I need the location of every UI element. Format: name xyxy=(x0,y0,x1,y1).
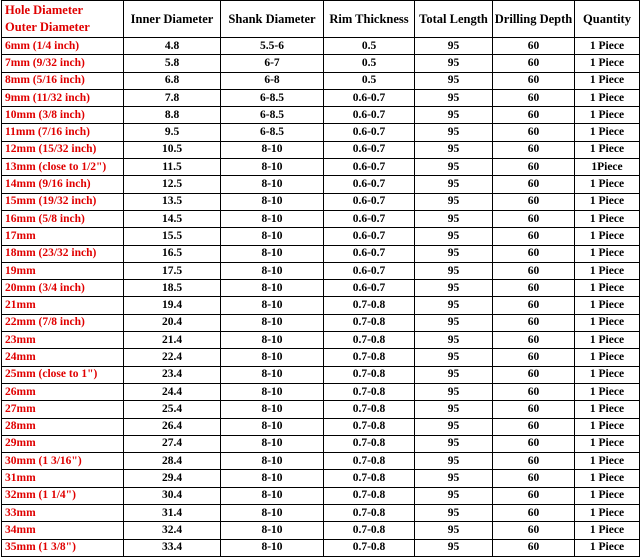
rim-thickness-cell: 0.6-0.7 xyxy=(324,193,415,210)
rim-thickness-cell: 0.7-0.8 xyxy=(324,487,415,504)
shank-diameter-cell: 8-10 xyxy=(221,435,324,452)
drilling-depth-cell: 60 xyxy=(493,366,575,383)
table-row xyxy=(2,38,640,55)
drilling-depth-cell: 60 xyxy=(493,383,575,400)
table-row xyxy=(2,159,640,176)
inner-diameter-cell: 5.8 xyxy=(124,55,221,72)
shank-diameter-cell: 8-10 xyxy=(221,349,324,366)
quantity-cell: 1 Piece xyxy=(575,470,640,487)
hole-outer-diameter-cell: 19mm xyxy=(2,262,124,279)
total-length-cell: 95 xyxy=(415,176,493,193)
total-length-cell: 95 xyxy=(415,159,493,176)
inner-diameter-cell: 27.4 xyxy=(124,435,221,452)
hole-outer-diameter-cell: 24mm xyxy=(2,349,124,366)
table-row xyxy=(2,124,640,141)
quantity-cell: 1Piece xyxy=(575,159,640,176)
table-row xyxy=(2,280,640,297)
rim-thickness-cell: 0.7-0.8 xyxy=(324,349,415,366)
inner-diameter-cell: 13.5 xyxy=(124,193,221,210)
quantity-cell: 1 Piece xyxy=(575,262,640,279)
total-length-cell: 95 xyxy=(415,89,493,106)
quantity-cell: 1 Piece xyxy=(575,418,640,435)
table-row xyxy=(2,366,640,383)
total-length-cell: 95 xyxy=(415,38,493,55)
hole-outer-diameter-cell: 7mm (9/32 inch) xyxy=(2,55,124,72)
inner-diameter-cell: 31.4 xyxy=(124,505,221,522)
rim-thickness-cell: 0.6-0.7 xyxy=(324,245,415,262)
quantity-cell: 1 Piece xyxy=(575,435,640,452)
drilling-depth-cell: 60 xyxy=(493,228,575,245)
total-length-cell: 95 xyxy=(415,314,493,331)
shank-diameter-cell: 8-10 xyxy=(221,332,324,349)
hole-outer-diameter-cell: 11mm (7/16 inch) xyxy=(2,124,124,141)
rim-thickness-cell: 0.5 xyxy=(324,55,415,72)
inner-diameter-cell: 6.8 xyxy=(124,72,221,89)
quantity-cell: 1 Piece xyxy=(575,228,640,245)
total-length-cell: 95 xyxy=(415,366,493,383)
table-row xyxy=(2,89,640,106)
drilling-depth-cell: 60 xyxy=(493,505,575,522)
rim-thickness-cell: 0.6-0.7 xyxy=(324,262,415,279)
hole-outer-diameter-cell: 28mm xyxy=(2,418,124,435)
shank-diameter-cell: 8-10 xyxy=(221,401,324,418)
table-row xyxy=(2,401,640,418)
hole-outer-diameter-cell: 18mm (23/32 inch) xyxy=(2,245,124,262)
table-row xyxy=(2,522,640,539)
drilling-depth-cell: 60 xyxy=(493,210,575,227)
table-row xyxy=(2,505,640,522)
header-total-length: Total Length xyxy=(415,1,493,38)
shank-diameter-cell: 6-8.5 xyxy=(221,89,324,106)
table-row xyxy=(2,349,640,366)
rim-thickness-cell: 0.7-0.8 xyxy=(324,297,415,314)
header-row xyxy=(2,1,640,38)
total-length-cell: 95 xyxy=(415,539,493,556)
rim-thickness-cell: 0.7-0.8 xyxy=(324,418,415,435)
quantity-cell: 1 Piece xyxy=(575,453,640,470)
table-row xyxy=(2,210,640,227)
quantity-cell: 1 Piece xyxy=(575,141,640,158)
drilling-depth-cell: 60 xyxy=(493,470,575,487)
hole-outer-diameter-cell: 27mm xyxy=(2,401,124,418)
drilling-depth-cell: 60 xyxy=(493,107,575,124)
rim-thickness-cell: 0.6-0.7 xyxy=(324,159,415,176)
inner-diameter-cell: 21.4 xyxy=(124,332,221,349)
drilling-depth-cell: 60 xyxy=(493,401,575,418)
drilling-depth-cell: 60 xyxy=(493,176,575,193)
total-length-cell: 95 xyxy=(415,141,493,158)
hole-outer-diameter-cell: 6mm (1/4 inch) xyxy=(2,38,124,55)
total-length-cell: 95 xyxy=(415,210,493,227)
quantity-cell: 1 Piece xyxy=(575,245,640,262)
quantity-cell: 1 Piece xyxy=(575,193,640,210)
inner-diameter-cell: 23.4 xyxy=(124,366,221,383)
rim-thickness-cell: 0.7-0.8 xyxy=(324,401,415,418)
total-length-cell: 95 xyxy=(415,401,493,418)
quantity-cell: 1 Piece xyxy=(575,107,640,124)
drilling-depth-cell: 60 xyxy=(493,262,575,279)
drilling-depth-cell: 60 xyxy=(493,418,575,435)
total-length-cell: 95 xyxy=(415,55,493,72)
table-row xyxy=(2,418,640,435)
hole-outer-diameter-cell: 20mm (3/4 inch) xyxy=(2,280,124,297)
shank-diameter-cell: 8-10 xyxy=(221,539,324,556)
table-row xyxy=(2,55,640,72)
shank-diameter-cell: 8-10 xyxy=(221,159,324,176)
inner-diameter-cell: 24.4 xyxy=(124,383,221,400)
inner-diameter-cell: 12.5 xyxy=(124,176,221,193)
total-length-cell: 95 xyxy=(415,72,493,89)
quantity-cell: 1 Piece xyxy=(575,210,640,227)
table-body xyxy=(2,38,640,557)
shank-diameter-cell: 8-10 xyxy=(221,262,324,279)
total-length-cell: 95 xyxy=(415,435,493,452)
rim-thickness-cell: 0.7-0.8 xyxy=(324,470,415,487)
hole-outer-diameter-cell: 30mm (1 3/16") xyxy=(2,453,124,470)
total-length-cell: 95 xyxy=(415,280,493,297)
shank-diameter-cell: 8-10 xyxy=(221,210,324,227)
shank-diameter-cell: 6-8 xyxy=(221,72,324,89)
shank-diameter-cell: 8-10 xyxy=(221,522,324,539)
shank-diameter-cell: 8-10 xyxy=(221,193,324,210)
inner-diameter-cell: 19.4 xyxy=(124,297,221,314)
rim-thickness-cell: 0.7-0.8 xyxy=(324,383,415,400)
hole-outer-diameter-cell: 14mm (9/16 inch) xyxy=(2,176,124,193)
inner-diameter-cell: 33.4 xyxy=(124,539,221,556)
rim-thickness-cell: 0.6-0.7 xyxy=(324,228,415,245)
drilling-depth-cell: 60 xyxy=(493,193,575,210)
table-row xyxy=(2,470,640,487)
inner-diameter-cell: 18.5 xyxy=(124,280,221,297)
shank-diameter-cell: 8-10 xyxy=(221,487,324,504)
shank-diameter-cell: 8-10 xyxy=(221,418,324,435)
quantity-cell: 1 Piece xyxy=(575,401,640,418)
shank-diameter-cell: 6-8.5 xyxy=(221,107,324,124)
hole-outer-diameter-cell: 15mm (19/32 inch) xyxy=(2,193,124,210)
inner-diameter-cell: 22.4 xyxy=(124,349,221,366)
quantity-cell: 1 Piece xyxy=(575,383,640,400)
hole-outer-diameter-cell: 35mm (1 3/8") xyxy=(2,539,124,556)
total-length-cell: 95 xyxy=(415,228,493,245)
rim-thickness-cell: 0.5 xyxy=(324,72,415,89)
header-quantity: Quantity xyxy=(575,1,640,38)
quantity-cell: 1 Piece xyxy=(575,89,640,106)
drilling-depth-cell: 60 xyxy=(493,141,575,158)
header-hole-outer-diameter xyxy=(2,1,124,38)
hole-outer-diameter-cell: 32mm (1 1/4") xyxy=(2,487,124,504)
quantity-cell: 1 Piece xyxy=(575,539,640,556)
rim-thickness-cell: 0.7-0.8 xyxy=(324,314,415,331)
shank-diameter-cell: 6-8.5 xyxy=(221,124,324,141)
shank-diameter-cell: 8-10 xyxy=(221,228,324,245)
shank-diameter-cell: 8-10 xyxy=(221,141,324,158)
inner-diameter-cell: 10.5 xyxy=(124,141,221,158)
inner-diameter-cell: 8.8 xyxy=(124,107,221,124)
rim-thickness-cell: 0.6-0.7 xyxy=(324,124,415,141)
drilling-depth-cell: 60 xyxy=(493,332,575,349)
shank-diameter-cell: 8-10 xyxy=(221,383,324,400)
quantity-cell: 1 Piece xyxy=(575,349,640,366)
header-inner-diameter: Inner Diameter xyxy=(124,1,221,38)
drilling-depth-cell: 60 xyxy=(493,297,575,314)
inner-diameter-cell: 29.4 xyxy=(124,470,221,487)
drilling-depth-cell: 60 xyxy=(493,453,575,470)
quantity-cell: 1 Piece xyxy=(575,280,640,297)
drilling-depth-cell: 60 xyxy=(493,349,575,366)
total-length-cell: 95 xyxy=(415,522,493,539)
rim-thickness-cell: 0.7-0.8 xyxy=(324,435,415,452)
rim-thickness-cell: 0.7-0.8 xyxy=(324,366,415,383)
inner-diameter-cell: 16.5 xyxy=(124,245,221,262)
rim-thickness-cell: 0.6-0.7 xyxy=(324,141,415,158)
table-row xyxy=(2,332,640,349)
table-row xyxy=(2,262,640,279)
rim-thickness-cell: 0.6-0.7 xyxy=(324,176,415,193)
hole-outer-diameter-cell: 21mm xyxy=(2,297,124,314)
header-drilling-depth: Drilling Depth xyxy=(493,1,575,38)
table-row xyxy=(2,72,640,89)
drilling-depth-cell: 60 xyxy=(493,38,575,55)
rim-thickness-cell: 0.7-0.8 xyxy=(324,539,415,556)
quantity-cell: 1 Piece xyxy=(575,522,640,539)
quantity-cell: 1 Piece xyxy=(575,297,640,314)
inner-diameter-cell: 20.4 xyxy=(124,314,221,331)
rim-thickness-cell: 0.6-0.7 xyxy=(324,89,415,106)
hole-outer-diameter-cell: 26mm xyxy=(2,383,124,400)
hole-outer-diameter-cell: 31mm xyxy=(2,470,124,487)
table-row xyxy=(2,383,640,400)
drilling-depth-cell: 60 xyxy=(493,89,575,106)
rim-thickness-cell: 0.6-0.7 xyxy=(324,280,415,297)
rim-thickness-cell: 0.7-0.8 xyxy=(324,522,415,539)
total-length-cell: 95 xyxy=(415,262,493,279)
drilling-depth-cell: 60 xyxy=(493,435,575,452)
total-length-cell: 95 xyxy=(415,107,493,124)
shank-diameter-cell: 8-10 xyxy=(221,314,324,331)
shank-diameter-cell: 5.5-6 xyxy=(221,38,324,55)
hole-outer-diameter-cell: 13mm (close to 1/2") xyxy=(2,159,124,176)
rim-thickness-cell: 0.7-0.8 xyxy=(324,453,415,470)
rim-thickness-cell: 0.6-0.7 xyxy=(324,107,415,124)
header-shank-diameter: Shank Diameter xyxy=(221,1,324,38)
drilling-depth-cell: 60 xyxy=(493,245,575,262)
drilling-depth-cell: 60 xyxy=(493,159,575,176)
table-row xyxy=(2,228,640,245)
hole-outer-diameter-cell: 25mm (close to 1") xyxy=(2,366,124,383)
shank-diameter-cell: 8-10 xyxy=(221,245,324,262)
total-length-cell: 95 xyxy=(415,349,493,366)
total-length-cell: 95 xyxy=(415,418,493,435)
hole-outer-diameter-cell: 16mm (5/8 inch) xyxy=(2,210,124,227)
table-row xyxy=(2,435,640,452)
inner-diameter-cell: 28.4 xyxy=(124,453,221,470)
quantity-cell: 1 Piece xyxy=(575,366,640,383)
hole-outer-diameter-cell: 10mm (3/8 inch) xyxy=(2,107,124,124)
quantity-cell: 1 Piece xyxy=(575,332,640,349)
hole-outer-diameter-cell: 17mm xyxy=(2,228,124,245)
rim-thickness-cell: 0.6-0.7 xyxy=(324,210,415,227)
total-length-cell: 95 xyxy=(415,245,493,262)
drilling-depth-cell: 60 xyxy=(493,314,575,331)
quantity-cell: 1 Piece xyxy=(575,314,640,331)
shank-diameter-cell: 8-10 xyxy=(221,297,324,314)
table-row xyxy=(2,297,640,314)
drilling-depth-cell: 60 xyxy=(493,487,575,504)
shank-diameter-cell: 8-10 xyxy=(221,470,324,487)
inner-diameter-cell: 9.5 xyxy=(124,124,221,141)
total-length-cell: 95 xyxy=(415,383,493,400)
total-length-cell: 95 xyxy=(415,297,493,314)
quantity-cell: 1 Piece xyxy=(575,505,640,522)
table-row xyxy=(2,245,640,262)
hole-outer-diameter-cell: 23mm xyxy=(2,332,124,349)
table-row xyxy=(2,487,640,504)
inner-diameter-cell: 26.4 xyxy=(124,418,221,435)
hole-outer-diameter-cell: 22mm (7/8 inch) xyxy=(2,314,124,331)
quantity-cell: 1 Piece xyxy=(575,38,640,55)
shank-diameter-cell: 8-10 xyxy=(221,505,324,522)
inner-diameter-cell: 25.4 xyxy=(124,401,221,418)
shank-diameter-cell: 8-10 xyxy=(221,453,324,470)
hole-outer-diameter-cell: 29mm xyxy=(2,435,124,452)
hole-outer-diameter-cell: 12mm (15/32 inch) xyxy=(2,141,124,158)
table-row xyxy=(2,176,640,193)
total-length-cell: 95 xyxy=(415,332,493,349)
table-row xyxy=(2,107,640,124)
quantity-cell: 1 Piece xyxy=(575,55,640,72)
total-length-cell: 95 xyxy=(415,453,493,470)
header-outer-diameter: Outer Diameter xyxy=(5,20,90,34)
inner-diameter-cell: 32.4 xyxy=(124,522,221,539)
table-row xyxy=(2,539,640,556)
drilling-depth-cell: 60 xyxy=(493,539,575,556)
inner-diameter-cell: 17.5 xyxy=(124,262,221,279)
header-hole-diameter: Hole Diameter xyxy=(5,3,84,17)
total-length-cell: 95 xyxy=(415,505,493,522)
drilling-depth-cell: 60 xyxy=(493,522,575,539)
inner-diameter-cell: 7.8 xyxy=(124,89,221,106)
shank-diameter-cell: 8-10 xyxy=(221,366,324,383)
size-spec-table xyxy=(1,0,640,557)
inner-diameter-cell: 11.5 xyxy=(124,159,221,176)
inner-diameter-cell: 30.4 xyxy=(124,487,221,504)
total-length-cell: 95 xyxy=(415,193,493,210)
quantity-cell: 1 Piece xyxy=(575,487,640,504)
quantity-cell: 1 Piece xyxy=(575,124,640,141)
drilling-depth-cell: 60 xyxy=(493,280,575,297)
quantity-cell: 1 Piece xyxy=(575,72,640,89)
shank-diameter-cell: 6-7 xyxy=(221,55,324,72)
hole-outer-diameter-cell: 34mm xyxy=(2,522,124,539)
table-row xyxy=(2,453,640,470)
shank-diameter-cell: 8-10 xyxy=(221,176,324,193)
drilling-depth-cell: 60 xyxy=(493,55,575,72)
hole-outer-diameter-cell: 9mm (11/32 inch) xyxy=(2,89,124,106)
hole-outer-diameter-cell: 8mm (5/16 inch) xyxy=(2,72,124,89)
hole-outer-diameter-cell: 33mm xyxy=(2,505,124,522)
total-length-cell: 95 xyxy=(415,124,493,141)
inner-diameter-cell: 4.8 xyxy=(124,38,221,55)
table-row xyxy=(2,141,640,158)
table-row xyxy=(2,314,640,331)
drilling-depth-cell: 60 xyxy=(493,72,575,89)
inner-diameter-cell: 15.5 xyxy=(124,228,221,245)
inner-diameter-cell: 14.5 xyxy=(124,210,221,227)
total-length-cell: 95 xyxy=(415,487,493,504)
quantity-cell: 1 Piece xyxy=(575,176,640,193)
table-row xyxy=(2,193,640,210)
drilling-depth-cell: 60 xyxy=(493,124,575,141)
rim-thickness-cell: 0.7-0.8 xyxy=(324,505,415,522)
total-length-cell: 95 xyxy=(415,470,493,487)
rim-thickness-cell: 0.7-0.8 xyxy=(324,332,415,349)
shank-diameter-cell: 8-10 xyxy=(221,280,324,297)
rim-thickness-cell: 0.5 xyxy=(324,38,415,55)
header-rim-thickness: Rim Thickness xyxy=(324,1,415,38)
